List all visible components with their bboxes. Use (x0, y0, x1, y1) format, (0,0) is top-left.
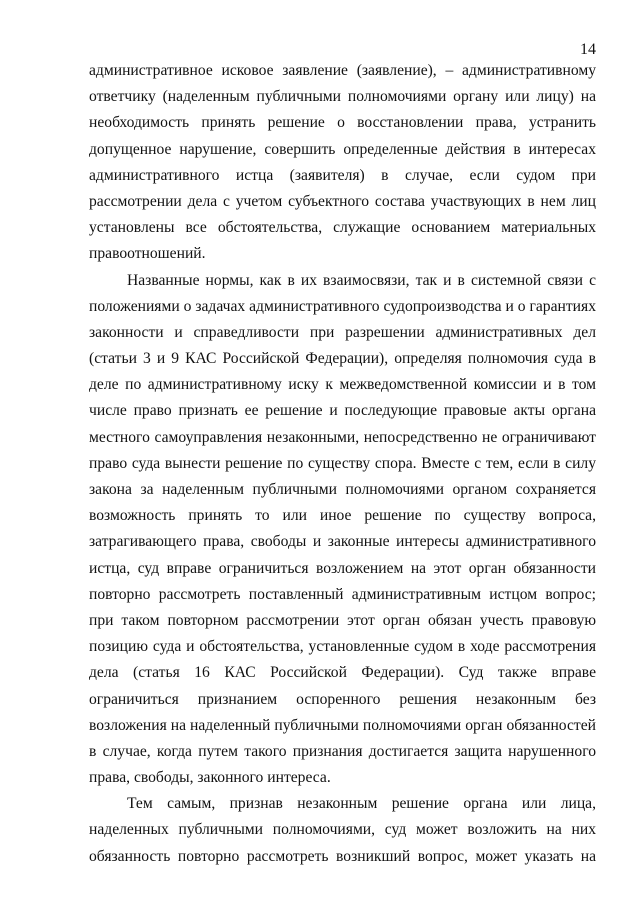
text-line: допущенное нарушение, совершить определенные действия в интересах (89, 140, 596, 158)
text-line: числе право признать ее решение и последующие правовые акты органа (89, 402, 596, 420)
paragraph-2 (89, 268, 596, 792)
text-line: ответчику (наделенным публичными полномочиями органу или лицу) на (89, 88, 596, 106)
text-line: обязанность повторно рассмотреть возникший вопрос, может указать на (89, 847, 596, 865)
page-number: 14 (580, 41, 596, 58)
text-line: в случае, когда путем такого признания достигается защита нарушенного (89, 742, 596, 760)
text-line: административное исковое заявление (заявление), – административному (89, 62, 596, 79)
paragraph-3 (89, 791, 596, 870)
text-line: при таком повторном рассмотрении этот орган обязан учесть правовую (89, 611, 596, 629)
text-line: наделенных публичными полномочиями, суд может возложить на них (89, 821, 596, 839)
text-line: повторно рассмотреть поставленный административным истцом вопрос; (89, 585, 596, 603)
text-line: необходимость принять решение о восстановлении права, устранить (89, 114, 596, 132)
text-line: возможность принять то или иное решение по существу вопроса, (89, 507, 596, 525)
document-body (89, 58, 596, 870)
text-line: дела (статья 16 КАС Российской Федерации). Суд также вправе (89, 664, 596, 682)
text-line: возложения на наделенный публичными полномочиями орган обязанностей (89, 716, 596, 734)
text-line: установлены все обстоятельства, служащие основанием материальных (89, 219, 596, 237)
text-line: административного истца (заявителя) в случае, если судом при (89, 166, 596, 184)
text-line: (статьи 3 и 9 КАС Российской Федерации), определяя полномочия суда в (89, 350, 596, 368)
text-line: законности и справедливости при разрешении административных дел (89, 323, 596, 341)
text-line: истца, суд вправе ограничиться возложением на этот орган обязанности (89, 559, 596, 577)
text-line: местного самоуправления незаконными, непосредственно не ограничивают (89, 428, 596, 446)
text-line: затрагивающего права, свободы и законные интересы административного (89, 533, 596, 551)
text-line: рассмотрении дела с учетом субъектного состава участвующих в нем лиц (89, 192, 596, 210)
text-line: ограничиться признанием оспоренного решения незаконным без (89, 690, 596, 708)
text-line: положениями о задачах административного судопроизводства и о гарантиях (89, 297, 596, 315)
text-line: правоотношений. (89, 245, 206, 263)
text-line: Названные нормы, как в их взаимосвязи, так и в системной связи с (127, 271, 596, 289)
text-line: Тем самым, признав незаконным решение органа или лица, (127, 795, 596, 813)
text-line: позицию суда и обстоятельства, установленные судом в ходе рассмотрения (89, 638, 596, 656)
text-line: права, свободы, законного интереса. (89, 769, 331, 787)
text-line: деле по административному иску к межведомственной комиссии и в том (89, 376, 596, 394)
text-line: закона за наделенным публичными полномочиями органом сохраняется (89, 481, 596, 498)
text-line: право суда вынести решение по существу спора. Вместе с тем, если в силу (89, 454, 596, 472)
paragraph-1 (89, 58, 596, 268)
